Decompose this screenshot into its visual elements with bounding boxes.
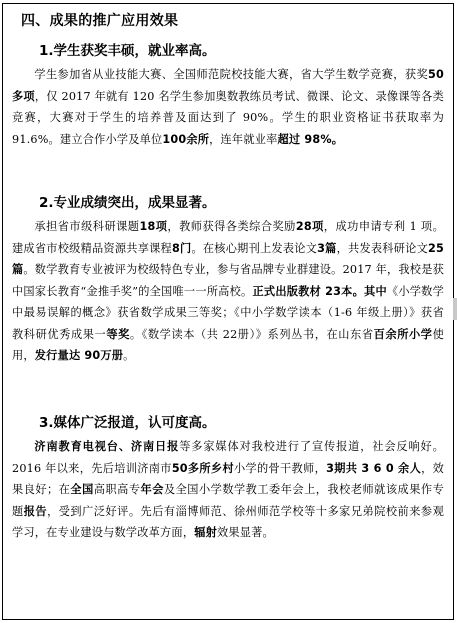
emphasis-text: 全国 [70,483,94,496]
emphasis-text: 8门 [171,241,192,255]
body-text: ，受到广泛好评。先后有淄博师范、徐州师范学校等十多家兄弟院校前来参观学习，在专业建设与数学改革方面， [12,504,444,539]
emphasis-text: 辐射 [194,526,217,539]
body-text: 承担省市级科研课题 [34,220,140,233]
body-text: 。 [123,349,135,362]
body-text: 等多家媒体对我校进行了宣传报道，社会反响好。2016 年以来，先后培训济南市 [12,440,444,475]
emphasis-text: 50多所乡村 [171,461,234,475]
emphasis-text: 正式出版教材 23本。其中 [252,284,387,298]
body-text: 及全国小学数学教工委年会上，我校老师就该成果作专题 [12,483,444,518]
paragraph-professional-results [12,216,444,367]
emphasis-text: 100余所 [162,132,210,146]
emphasis-text: 发行量达 90万册 [34,349,124,362]
body-text: ，成功申请专利 1 项。建成省市校级精品资源共享课程 [12,220,444,255]
body-text: 高职高专 [93,483,141,496]
body-text: ，教师获得各类综合奖励 [167,220,296,233]
body-text: ，效果良好；在 [12,461,444,496]
body-text: 学生参加省从业技能大赛、全国师范院校技能大赛，省大学生数学竞赛，获奖 [34,68,429,81]
body-text: 效果显著。 [216,526,274,539]
emphasis-text: 18项 [139,220,168,233]
emphasis-text: 25篇 [12,241,444,276]
heading-professional-results: 2.专业成绩突出，成果显著。 [39,195,216,211]
body-text: 。数学教育专业被评为校级特色专业，参与省品牌专业群建设。2017 年，我校是获中国家长教育“金推手奖”的全国唯一一所高校。 [12,263,444,298]
emphasis-text: 3篇 [317,241,337,255]
heading-student-awards: 1.学生获奖丰硕，就业率高。 [39,43,216,59]
body-text: 。在核心期刊上发表论文 [191,241,318,255]
emphasis-text: 50多项 [12,68,444,103]
body-text: ，共发表科研论文 [336,241,429,255]
scroll-marker [453,298,457,320]
section-title: 四、成果的推广应用效果 [21,13,179,29]
emphasis-text: 超过 98%。 [277,132,344,146]
emphasis-text: 报告 [23,504,48,518]
body-text: ，仅 2017 年就有 120 名学生参加奥数教练员考试、微课、论文、录像课等各类竞赛，大赛对于学生的培养普及面达到了 90%。学生的职业资格证书获取率为 91.6%。建立合作小学及单位 [12,89,444,146]
emphasis-text: 28项 [295,220,324,233]
emphasis-text: 3期共 3 6 0 余人 [326,461,422,475]
body-text: 小学的骨干教师， [233,461,327,475]
emphasis-text: 年会 [140,483,164,496]
body-text: 。《数学读本（共 22册）》系列丛书，在山东省 [129,327,374,341]
body-text: ，连年就业率 [209,132,278,146]
paragraph-student-awards [12,64,444,150]
body-text: 《小学数学中最易误解的概念》获省数学成果三等奖；《中小学数学读本（1-6 年级上册）》获省教科研优秀成果一 [12,284,444,341]
emphasis-text: 百余所小学 [373,327,433,341]
emphasis-text: 济南教育电视台、济南日报 [34,440,180,453]
heading-media-coverage: 3.媒体广泛报道，认可度高。 [39,415,216,431]
document-page [2,3,454,620]
emphasis-text: 等奖 [106,327,130,341]
body-text: 使用， [12,327,444,362]
paragraph-media-coverage [12,436,444,544]
